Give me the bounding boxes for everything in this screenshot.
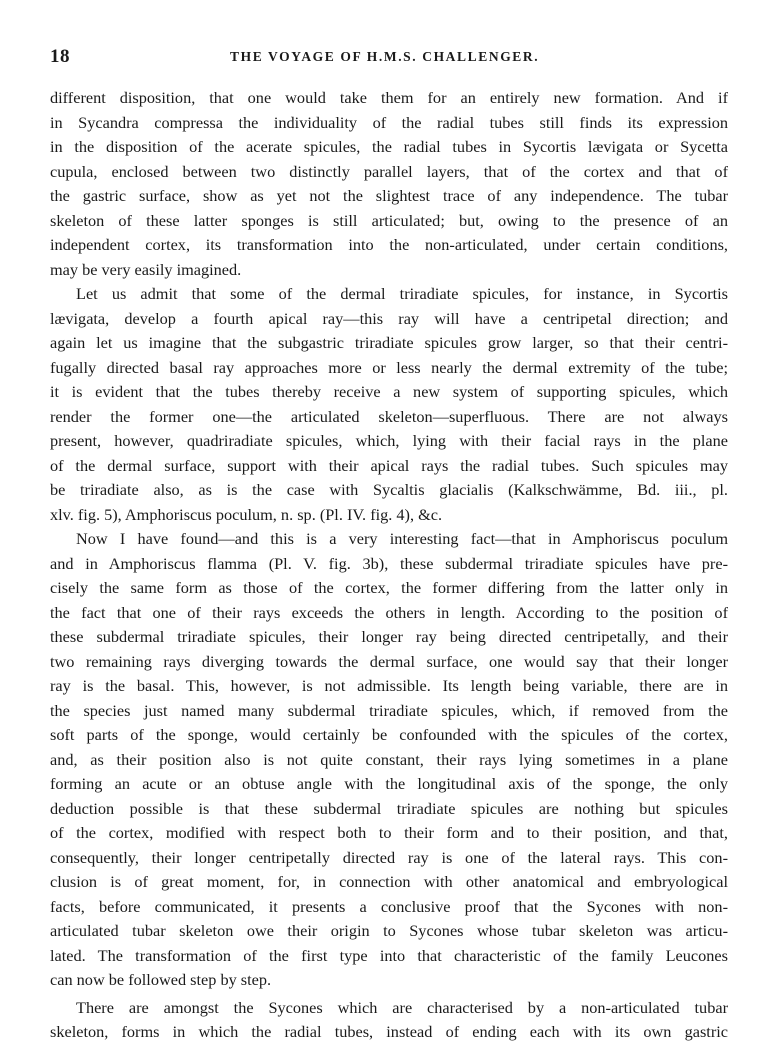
text-line: in Sycandra compressa the individuality of the radial tubes still finds its expression	[50, 112, 728, 132]
text-line: soft parts of the sponge, would certainly be confounded with the spicules of the cortex,	[50, 725, 728, 744]
text-line: it is evident that the tubes thereby receive a new system of supporting spicules, which	[50, 382, 728, 401]
text-line: Now I have found—and this is a very interesting fact—that in Amphoriscus poculum	[76, 529, 728, 548]
text-line: render the former one—the articulated skeleton—superfluous. There are not always	[50, 406, 728, 426]
text-line: lated. The transformation of the first type into that characteristic of the family Leucones	[50, 945, 728, 965]
text-line: independent cortex, its transformation into the non-articulated, under certain conditions,	[50, 235, 728, 254]
text-line: the fact that one of their rays exceeds the others in length. According to the position of	[50, 602, 728, 622]
text-line: present, however, quadriradiate spicules, which, lying with their facial rays in the plane	[50, 431, 728, 450]
text-line: facts, before communicated, it presents a conclusive proof that the Sycones with non-	[50, 896, 728, 916]
text-line: ray is the basal. This, however, is not admissible. Its length being variable, there are in	[50, 676, 728, 695]
text-line: and in Amphoriscus flamma (Pl. V. fig. 3b), these subdermal triradiate spicules have pre-	[50, 553, 728, 573]
text-line: the species just named many subdermal triradiate spicules, which, if removed from the	[50, 700, 728, 720]
text-line: in the disposition of the acerate spicules, the radial tubes in Sycortis lævigata or Sycetta	[50, 137, 728, 156]
body-text	[50, 86, 728, 1045]
text-line: skeleton of these latter sponges is still articulated; but, owing to the presence of an	[50, 210, 728, 230]
text-line: lævigata, develop a fourth apical ray—this ray will have a centripetal direction; and	[50, 308, 728, 328]
text-line: of the cortex, modified with respect both to their form and to their position, and that,	[50, 823, 728, 842]
text-line: Let us admit that some of the dermal triradiate spicules, for instance, in Sycortis	[76, 284, 728, 303]
text-line: different disposition, that one would take them for an entirely new formation. And if	[50, 88, 728, 107]
running-head	[50, 46, 728, 68]
text-line: cupula, enclosed between two distinctly parallel layers, that of the cortex and that of	[50, 161, 728, 181]
text-line: fugally directed basal ray approaches more or less nearly the dermal extremity of the tube;	[50, 357, 728, 377]
text-line: skeleton, forms in which the radial tubes, instead of ending each with its own gastric	[50, 1022, 728, 1041]
text-line: two remaining rays diverging towards the dermal surface, one would say that their longer	[50, 651, 728, 671]
text-line: consequently, their longer centripetally directed ray is one of the lateral rays. This con-	[50, 847, 728, 867]
text-line: and, as their position also is not quite constant, their rays lying sometimes in a plane	[50, 749, 728, 769]
page-number: 18	[50, 46, 70, 67]
text-line: can now be followed step by step.	[50, 970, 272, 989]
running-title: THE VOYAGE OF H.M.S. CHALLENGER.	[230, 49, 540, 64]
text-line: again let us imagine that the subgastric triradiate spicules grow larger, so that their centri-	[50, 333, 728, 352]
text-line: the gastric surface, show as yet not the slightest trace of any independence. The tubar	[50, 186, 728, 205]
text-line: deduction possible is that these subdermal triradiate spicules are nothing but spicules	[50, 798, 728, 818]
text-line: clusion is of great moment, for, in connection with other anatomical and embryological	[50, 872, 728, 891]
text-line: be triradiate also, as is the case with Sycaltis glacialis (Kalkschwämme, Bd. iii., pl.	[50, 480, 728, 499]
text-line: There are amongst the Sycones which are characterised by a non-articulated tubar	[76, 997, 728, 1017]
text-line: these subdermal triradiate spicules, their longer ray being directed centripetally, and their	[50, 627, 728, 646]
text-line: cisely the same form as those of the cortex, the former differing from the latter only in	[50, 578, 728, 597]
text-line: forming an acute or an obtuse angle with the longitudinal axis of the sponge, the only	[50, 774, 728, 793]
text-line: xlv. fig. 5), Amphoriscus poculum, n. sp. (Pl. IV. fig. 4), &c.	[50, 504, 443, 524]
text-line: of the dermal surface, support with their apical rays the radial tubes. Such spicules may	[50, 455, 728, 475]
text-line: may be very easily imagined.	[50, 259, 242, 279]
text-line: articulated tubar skeleton owe their origin to Sycones whose tubar skeleton was articu-	[50, 921, 728, 940]
